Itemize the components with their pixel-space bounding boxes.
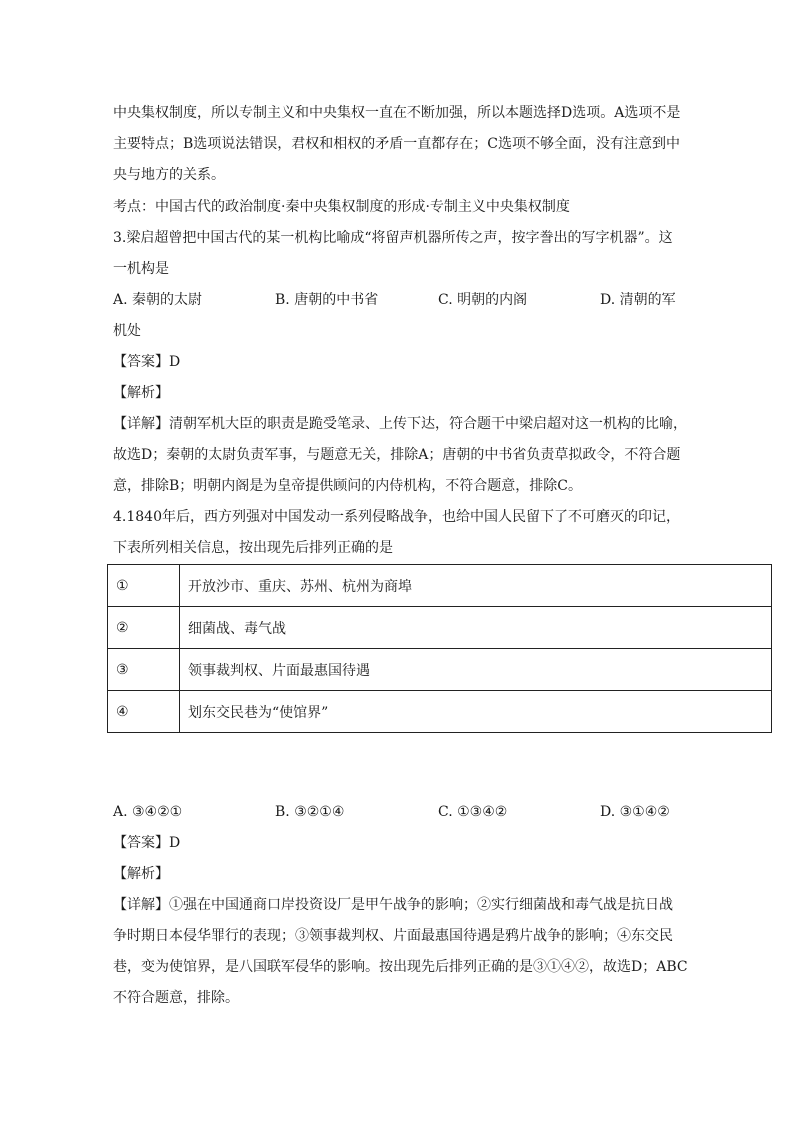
table-row-text: 领事裁判权、片面最惠国待遇 — [180, 649, 772, 691]
q3-option-c: C. 明朝的内阁 — [438, 292, 528, 308]
q4-detail-line-1: 【详解】①强在中国通商口岸投资设厂是甲午战争的影响；②实行细菌战和毒气战是抗日战 — [113, 897, 673, 913]
table-row-text: 开放沙市、重庆、苏州、杭州为商埠 — [180, 565, 772, 607]
q4-analysis-label: 【解析】 — [113, 866, 169, 882]
q4-option-a: A. ③④②① — [113, 804, 183, 820]
prev-point: 考点：中国古代的政治制度·秦中央集权制度的形成·专制主义中央集权制度 — [113, 199, 570, 215]
q4-info-table — [107, 564, 772, 733]
q4-option-d: D. ③①④② — [600, 804, 670, 820]
q3-option-d: D. 清朝的军 — [600, 292, 676, 308]
q3-option-a: A. 秦朝的太尉 — [113, 292, 203, 308]
q3-answer: 【答案】D — [113, 354, 181, 370]
q3-detail-line-1: 【详解】清朝军机大臣的职责是跪受笔录、上传下达，符合题干中梁启超对这一机构的比喻， — [113, 416, 687, 432]
table-row — [108, 691, 772, 733]
q4-option-c: C. ①③④② — [438, 804, 508, 820]
q3-option-d-wrap: 机处 — [113, 323, 141, 339]
table-row-number: ③ — [108, 649, 180, 691]
q4-detail-line-2: 争时期日本侵华罪行的表现；③领事裁判权、片面最惠国待遇是鸦片战争的影响；④东交民 — [113, 928, 673, 944]
table-row-number: ① — [108, 565, 180, 607]
q3-analysis-label: 【解析】 — [113, 385, 169, 401]
q4-stem-line-2: 下表所列相关信息，按出现先后排列正确的是 — [113, 540, 393, 556]
table-row-number: ② — [108, 607, 180, 649]
q3-stem-line-2: 一机构是 — [113, 261, 169, 277]
q4-detail-line-4: 不符合题意，排除。 — [113, 990, 239, 1006]
q3-detail-line-2: 故选D；秦朝的太尉负责军事，与题意无关，排除A；唐朝的中书省负责草拟政令，不符合题 — [113, 447, 681, 463]
q4-option-b: B. ③②①④ — [275, 804, 345, 820]
q4-detail-line-3: 巷，变为使馆界，是八国联军侵华的影响。按出现先后排列正确的是③①④②，故选D；ABC — [113, 959, 688, 975]
table-row-text: 细菌战、毒气战 — [180, 607, 772, 649]
table-row — [108, 565, 772, 607]
q3-stem-line-1: 3.梁启超曾把中国古代的某一机构比喻成“将留声机器所传之声，按字誊出的写字机器”。这 — [113, 230, 673, 246]
table-row — [108, 649, 772, 691]
table-row-number: ④ — [108, 691, 180, 733]
q3-option-b: B. 唐朝的中书省 — [275, 292, 379, 308]
q3-detail-line-3: 意，排除B；明朝内阁是为皇帝提供顾问的内侍机构，不符合题意，排除C。 — [113, 478, 582, 494]
q4-stem-line-1: 4.1840年后，西方列强对中国发动一系列侵略战争，也给中国人民留下了不可磨灭的印记， — [113, 509, 680, 525]
table-row-text: 划东交民巷为“使馆界” — [180, 691, 772, 733]
prev-analysis-line-2: 主要特点；B选项说法错误，君权和相权的矛盾一直都存在；C选项不够全面，没有注意到中 — [113, 136, 680, 152]
q4-answer: 【答案】D — [113, 835, 181, 851]
prev-analysis-line-1: 中央集权制度，所以专制主义和中央集权一直在不断加强，所以本题选择D选项。A选项不是 — [113, 105, 681, 121]
prev-analysis-line-3: 央与地方的关系。 — [113, 167, 225, 183]
table-row — [108, 607, 772, 649]
